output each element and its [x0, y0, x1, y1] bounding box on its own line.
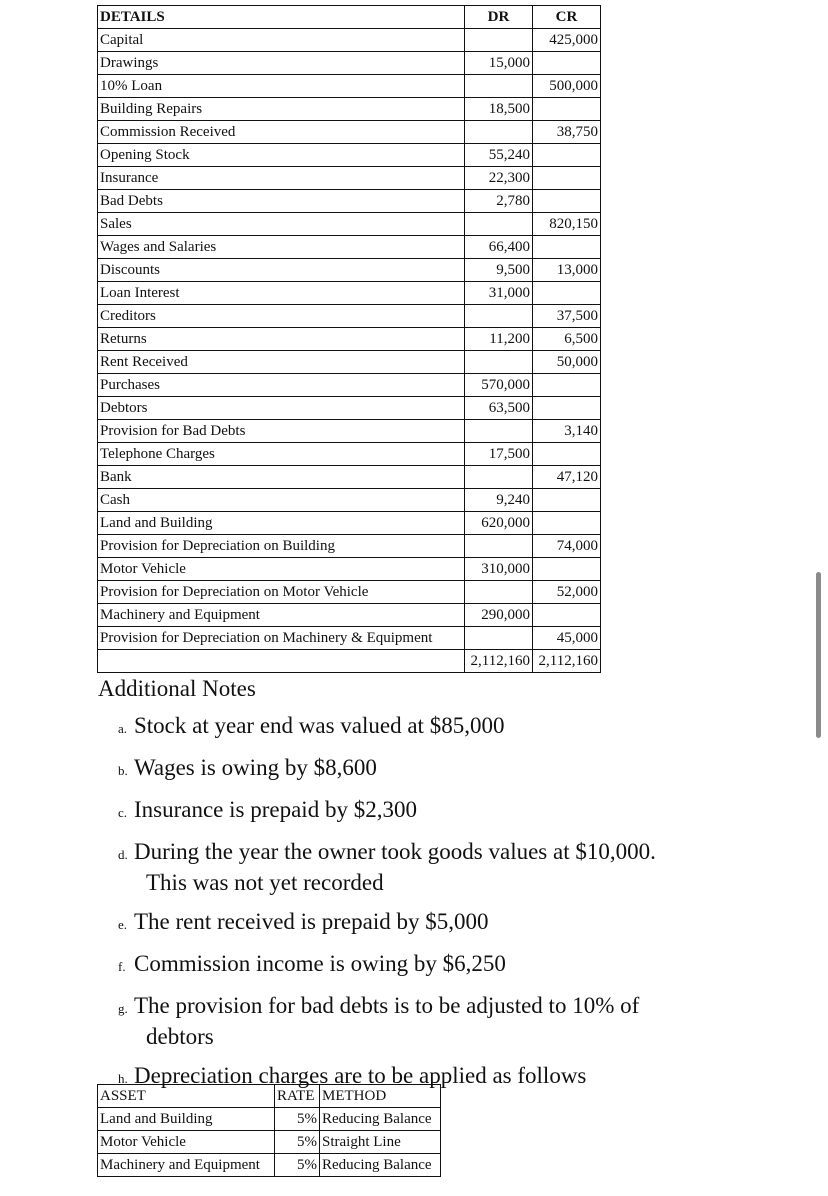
cr-cell — [533, 397, 601, 420]
details-cell: Bank — [98, 466, 465, 489]
details-cell: Cash — [98, 489, 465, 512]
note-text: Stock at year end was valued at $85,000 — [134, 713, 505, 738]
details-cell: Discounts — [98, 259, 465, 282]
asset-header: ASSET — [98, 1085, 275, 1108]
dr-cell: 310,000 — [465, 558, 533, 581]
note-letter: c. — [118, 805, 128, 820]
method-cell: Reducing Balance — [320, 1154, 441, 1177]
dr-cell — [465, 29, 533, 52]
note-letter: h. — [118, 1071, 128, 1086]
dr-cell: 9,500 — [465, 259, 533, 282]
trial-balance-table — [97, 5, 601, 673]
dr-cell: 15,000 — [465, 52, 533, 75]
table-row — [98, 535, 601, 558]
dr-cell — [465, 627, 533, 650]
dr-cell — [465, 75, 533, 98]
additional-notes-list — [118, 712, 758, 1104]
dr-cell — [465, 351, 533, 374]
details-cell: Capital — [98, 29, 465, 52]
dr-cell — [465, 213, 533, 236]
table-row — [98, 121, 601, 144]
cr-cell: 425,000 — [533, 29, 601, 52]
note-text: The provision for bad debts is to be adjusted to 10% of — [134, 993, 640, 1018]
method-cell: Reducing Balance — [320, 1108, 441, 1131]
dr-cell: 17,500 — [465, 443, 533, 466]
details-cell: Commission Received — [98, 121, 465, 144]
note-item — [118, 838, 758, 897]
dep-row — [98, 1131, 441, 1154]
note-letter: e. — [118, 917, 128, 932]
dr-cell: 9,240 — [465, 489, 533, 512]
cr-cell: 45,000 — [533, 627, 601, 650]
table-row — [98, 397, 601, 420]
note-item — [118, 908, 758, 939]
table-row — [98, 236, 601, 259]
table-row — [98, 259, 601, 282]
details-cell: Building Repairs — [98, 98, 465, 121]
note-letter: a. — [118, 721, 128, 736]
table-row — [98, 213, 601, 236]
cr-cell — [533, 282, 601, 305]
note-text: During the year the owner took goods values at $10,000. — [134, 839, 656, 864]
cr-cell: 820,150 — [533, 213, 601, 236]
details-cell: Opening Stock — [98, 144, 465, 167]
cr-cell: 50,000 — [533, 351, 601, 374]
dr-header: DR — [465, 6, 533, 29]
dr-cell — [465, 420, 533, 443]
details-cell: Debtors — [98, 397, 465, 420]
note-continuation: debtors — [146, 1024, 214, 1049]
note-item — [118, 754, 758, 785]
note-item — [118, 796, 758, 827]
trial-balance-body — [98, 29, 601, 673]
dr-cell: 2,112,160 — [465, 650, 533, 673]
details-cell: Sales — [98, 213, 465, 236]
rate-header: RATE — [275, 1085, 320, 1108]
cr-cell: 2,112,160 — [533, 650, 601, 673]
details-cell — [98, 650, 465, 673]
vertical-scrollbar[interactable] — [816, 572, 821, 738]
details-header: DETAILS — [98, 6, 465, 29]
cr-cell — [533, 604, 601, 627]
details-cell: Provision for Depreciation on Machinery & Equipment — [98, 627, 465, 650]
note-letter: g. — [118, 1001, 128, 1016]
asset-cell: Land and Building — [98, 1108, 275, 1131]
dr-cell — [465, 121, 533, 144]
table-row — [98, 282, 601, 305]
note-continuation: This was not yet recorded — [146, 870, 384, 895]
details-cell: Provision for Depreciation on Motor Vehicle — [98, 581, 465, 604]
depreciation-table — [97, 1084, 441, 1177]
cr-cell — [533, 167, 601, 190]
details-cell: 10% Loan — [98, 75, 465, 98]
dep-row — [98, 1154, 441, 1177]
table-header-row — [98, 6, 601, 29]
note-text: The rent received is prepaid by $5,000 — [134, 909, 489, 934]
note-item — [118, 992, 758, 1051]
cr-cell: 52,000 — [533, 581, 601, 604]
additional-notes-title: Additional Notes — [98, 676, 256, 701]
dep-header-row — [98, 1085, 441, 1108]
details-cell: Provision for Bad Debts — [98, 420, 465, 443]
cr-cell: 6,500 — [533, 328, 601, 351]
details-cell: Provision for Depreciation on Building — [98, 535, 465, 558]
note-text: Depreciation charges are to be applied as follows — [134, 1063, 587, 1088]
table-row — [98, 443, 601, 466]
note-item — [118, 950, 758, 981]
details-cell: Purchases — [98, 374, 465, 397]
details-cell: Returns — [98, 328, 465, 351]
note-text: Commission income is owing by $6,250 — [134, 951, 506, 976]
note-letter: d. — [118, 847, 128, 862]
dr-cell: 55,240 — [465, 144, 533, 167]
details-cell: Wages and Salaries — [98, 236, 465, 259]
cr-cell — [533, 52, 601, 75]
note-item — [118, 712, 758, 743]
cr-cell — [533, 558, 601, 581]
cr-header: CR — [533, 6, 601, 29]
table-row — [98, 190, 601, 213]
table-row — [98, 627, 601, 650]
asset-cell: Machinery and Equipment — [98, 1154, 275, 1177]
table-row — [98, 75, 601, 98]
cr-cell: 74,000 — [533, 535, 601, 558]
note-text: Wages is owing by $8,600 — [134, 755, 377, 780]
cr-cell — [533, 236, 601, 259]
cr-cell — [533, 374, 601, 397]
table-row — [98, 558, 601, 581]
cr-cell — [533, 512, 601, 535]
cr-cell: 37,500 — [533, 305, 601, 328]
dr-cell: 11,200 — [465, 328, 533, 351]
dr-cell — [465, 581, 533, 604]
cr-cell — [533, 443, 601, 466]
depreciation-body — [98, 1108, 441, 1177]
rate-cell: 5% — [275, 1154, 320, 1177]
details-cell: Rent Received — [98, 351, 465, 374]
table-row — [98, 581, 601, 604]
details-cell: Land and Building — [98, 512, 465, 535]
table-row — [98, 305, 601, 328]
method-cell: Straight Line — [320, 1131, 441, 1154]
details-cell: Motor Vehicle — [98, 558, 465, 581]
details-cell: Creditors — [98, 305, 465, 328]
table-row — [98, 98, 601, 121]
table-row — [98, 52, 601, 75]
rate-cell: 5% — [275, 1108, 320, 1131]
dr-cell — [465, 305, 533, 328]
cr-cell: 47,120 — [533, 466, 601, 489]
dr-cell: 22,300 — [465, 167, 533, 190]
rate-cell: 5% — [275, 1131, 320, 1154]
cr-cell: 13,000 — [533, 259, 601, 282]
cr-cell — [533, 98, 601, 121]
details-cell: Telephone Charges — [98, 443, 465, 466]
details-cell: Machinery and Equipment — [98, 604, 465, 627]
cr-cell: 500,000 — [533, 75, 601, 98]
table-row — [98, 144, 601, 167]
cr-cell — [533, 144, 601, 167]
table-row — [98, 512, 601, 535]
dr-cell — [465, 466, 533, 489]
dr-cell: 290,000 — [465, 604, 533, 627]
table-row — [98, 374, 601, 397]
details-cell: Drawings — [98, 52, 465, 75]
dr-cell: 620,000 — [465, 512, 533, 535]
cr-cell: 3,140 — [533, 420, 601, 443]
dr-cell: 570,000 — [465, 374, 533, 397]
note-text: Insurance is prepaid by $2,300 — [134, 797, 417, 822]
table-row — [98, 466, 601, 489]
table-row — [98, 604, 601, 627]
details-cell: Bad Debts — [98, 190, 465, 213]
dr-cell — [465, 535, 533, 558]
table-row — [98, 420, 601, 443]
table-row — [98, 489, 601, 512]
dr-cell: 2,780 — [465, 190, 533, 213]
asset-cell: Motor Vehicle — [98, 1131, 275, 1154]
cr-cell — [533, 190, 601, 213]
dep-row — [98, 1108, 441, 1131]
dr-cell: 18,500 — [465, 98, 533, 121]
details-cell: Loan Interest — [98, 282, 465, 305]
table-row — [98, 328, 601, 351]
table-row — [98, 167, 601, 190]
note-letter: f. — [118, 959, 126, 974]
cr-cell: 38,750 — [533, 121, 601, 144]
cr-cell — [533, 489, 601, 512]
dr-cell: 31,000 — [465, 282, 533, 305]
table-row — [98, 29, 601, 52]
table-row — [98, 351, 601, 374]
method-header: METHOD — [320, 1085, 441, 1108]
note-letter: b. — [118, 763, 128, 778]
totals-row — [98, 650, 601, 673]
details-cell: Insurance — [98, 167, 465, 190]
dr-cell: 66,400 — [465, 236, 533, 259]
dr-cell: 63,500 — [465, 397, 533, 420]
